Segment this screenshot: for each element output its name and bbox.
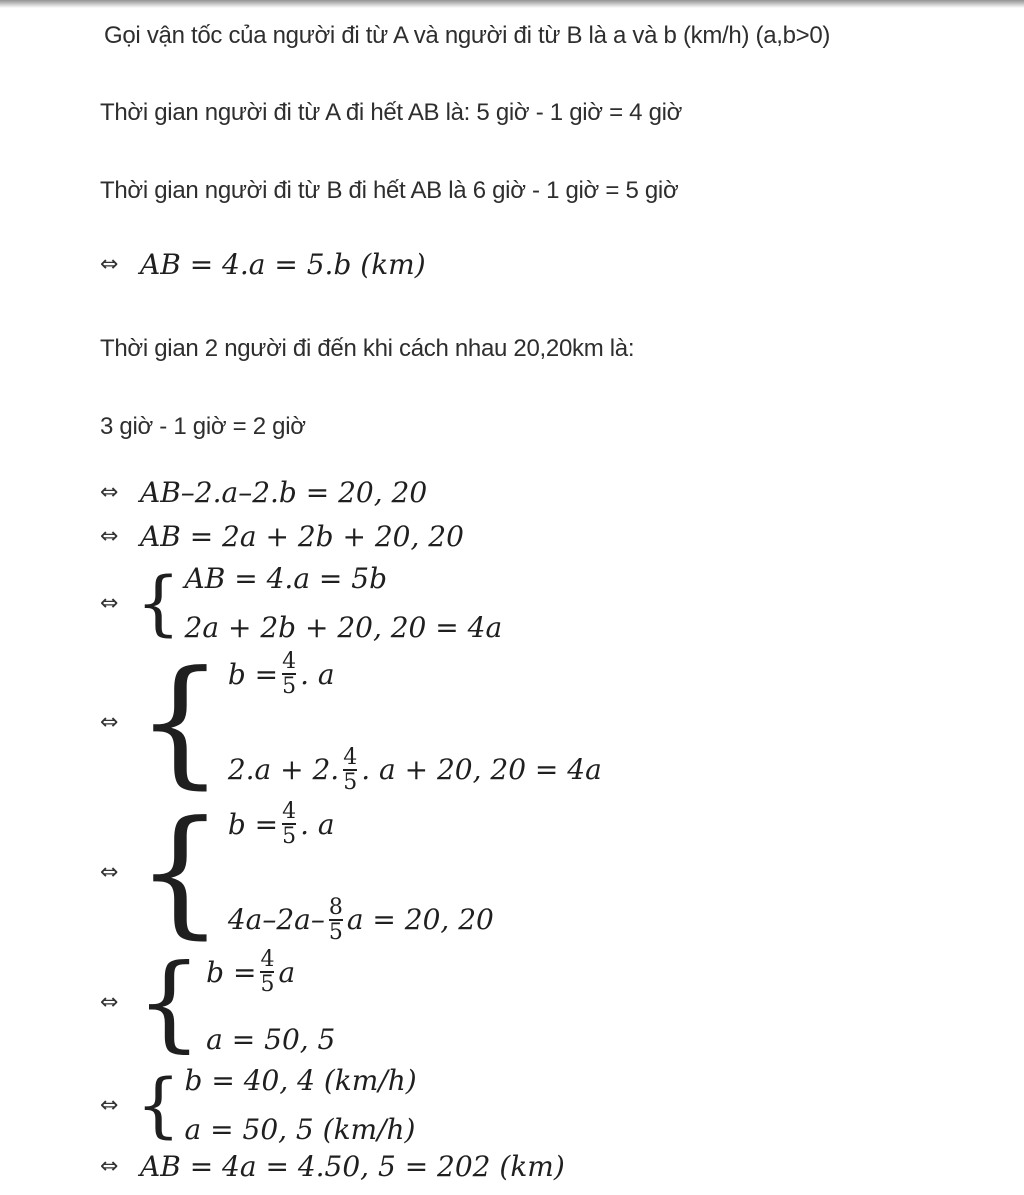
system-row: 2a + 2b + 20, 20 = 4a <box>184 611 503 644</box>
equation-text: AB–2.a–2.b = 20, 20 <box>140 476 428 509</box>
fraction-4-5 <box>343 746 357 794</box>
top-edge <box>0 0 1024 8</box>
row-part: . a <box>300 807 335 841</box>
iff-symbol: ⇔ <box>100 1092 119 1118</box>
denominator: 5 <box>328 919 343 945</box>
equation-text: AB = 2a + 2b + 20, 20 <box>140 520 464 553</box>
equation-final-distance <box>100 1150 565 1183</box>
system-row: AB = 4.a = 5b <box>184 562 388 595</box>
iff-symbol: ⇔ <box>100 859 119 885</box>
numerator: 4 <box>282 799 297 824</box>
left-brace: { <box>136 562 181 644</box>
row-part: a <box>278 955 296 989</box>
iff-symbol: ⇔ <box>100 590 119 616</box>
system-rows <box>206 948 335 1056</box>
system-row <box>228 896 494 944</box>
text-line-1: Gọi vận tốc của người đi từ A và người đi từ B là a và b (km/h) (a,b>0) <box>104 22 831 49</box>
equation-system-1 <box>100 562 502 644</box>
denominator: 5 <box>343 769 358 795</box>
text-line-6: 3 giờ - 1 giờ = 2 giờ <box>100 413 306 440</box>
system-row <box>228 650 602 698</box>
row-part: 4a–2a– <box>227 903 325 937</box>
iff-symbol: ⇔ <box>100 252 119 277</box>
denominator: 5 <box>282 674 297 700</box>
equation-text: AB = 4.a = 5.b (km) <box>140 248 426 281</box>
equation-system-2 <box>100 641 602 802</box>
system-row: b = 40, 4 (km/h) <box>184 1064 417 1097</box>
left-brace: { <box>136 1064 181 1146</box>
denominator: 5 <box>260 972 275 998</box>
text-line-3: Thời gian người đi từ B đi hết AB là 6 giờ - 1 giờ = 5 giờ <box>100 177 679 204</box>
system-row: a = 50, 5 <box>206 1023 336 1056</box>
system-row <box>228 800 494 848</box>
fraction-4-5 <box>282 800 296 848</box>
system-row: a = 50, 5 (km/h) <box>184 1113 416 1146</box>
equation-ab-expanded <box>100 520 464 553</box>
iff-symbol: ⇔ <box>100 989 119 1015</box>
row-part: . a <box>300 657 335 691</box>
system-rows <box>185 1064 417 1146</box>
left-brace: { <box>136 641 224 802</box>
text-line-2: Thời gian người đi từ A đi hết AB là: 5 giờ - 1 giờ = 4 giờ <box>100 99 683 126</box>
numerator: 4 <box>260 947 275 972</box>
system-row <box>206 948 335 996</box>
row-part: 2.a + 2. <box>227 753 340 787</box>
numerator: 4 <box>282 649 297 674</box>
fraction-4-5 <box>260 948 274 996</box>
row-part: b = <box>227 807 279 841</box>
row-part: . a + 20, 20 = 4a <box>361 753 602 787</box>
fraction-4-5 <box>282 650 296 698</box>
row-part: b = <box>206 955 257 989</box>
system-row <box>228 746 602 794</box>
fraction-8-5 <box>329 896 343 944</box>
iff-symbol: ⇔ <box>100 480 119 505</box>
iff-symbol: ⇔ <box>100 524 119 549</box>
left-brace: { <box>136 791 224 952</box>
system-rows <box>228 650 602 794</box>
text-line-5: Thời gian 2 người đi đến khi cách nhau 20,20km là: <box>100 335 635 362</box>
iff-symbol: ⇔ <box>100 1154 119 1179</box>
numerator: 4 <box>343 744 358 770</box>
left-brace: { <box>136 941 203 1063</box>
numerator: 8 <box>328 894 343 920</box>
equation-distance-diff <box>100 476 427 509</box>
row-part: b = <box>227 657 279 691</box>
row-part: a = 20, 20 <box>346 903 494 937</box>
equation-system-5 <box>100 1064 417 1146</box>
iff-symbol: ⇔ <box>100 709 119 735</box>
equation-system-3 <box>100 791 494 952</box>
equation-ab-total <box>100 248 426 281</box>
system-rows <box>185 562 503 644</box>
denominator: 5 <box>282 824 297 850</box>
equation-text: AB = 4a = 4.50, 5 = 202 (km) <box>140 1150 565 1183</box>
system-rows <box>228 800 494 944</box>
equation-system-4 <box>100 941 336 1063</box>
